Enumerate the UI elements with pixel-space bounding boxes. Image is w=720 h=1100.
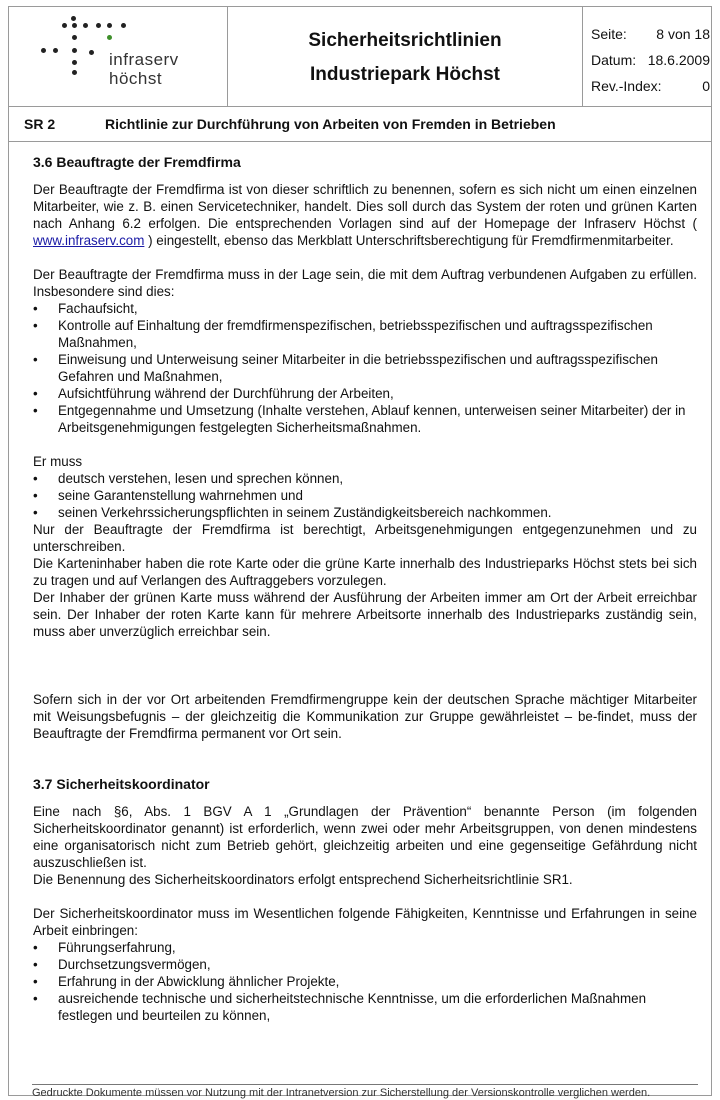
list-item: • Durchsetzungsvermögen, — [33, 956, 697, 973]
logo-dot — [72, 60, 77, 65]
logo-dot — [62, 23, 67, 28]
logo-dot — [71, 16, 76, 21]
guideline-code: SR 2 — [24, 116, 56, 132]
meta-revision-value: 0 — [702, 78, 710, 94]
document-meta — [583, 6, 712, 106]
guideline-title: Richtlinie zur Durchführung von Arbeiten von Fremden in Betrieben — [105, 116, 556, 132]
document-subtitle: Industriepark Höchst — [309, 64, 501, 85]
document-title-block — [228, 6, 583, 106]
bullet-list — [33, 939, 697, 1024]
paragraph — [33, 181, 697, 249]
document-body — [33, 154, 697, 1024]
meta-page-label: Seite: — [591, 26, 627, 42]
list-item: • seinen Verkehrssicherungspflichten in seinem Zuständigkeitsbereich nachkommen. — [33, 504, 697, 521]
infraserv-link[interactable]: www.infraserv.com — [33, 233, 145, 248]
paragraph: Er muss — [33, 454, 83, 469]
logo-dot — [89, 50, 94, 55]
bullet-list — [33, 470, 697, 521]
paragraph: Der Sicherheitskoordinator muss im Wesentlichen folgende Fähigkeiten, Kenntnisse und Erfahrungen in seine Arbeit einbringen: — [33, 906, 697, 938]
meta-revision-label: Rev.-Index: — [591, 78, 662, 94]
paragraph: Der Beauftragte der Fremdfirma muss in der Lage sein, die mit dem Auftrag verbundenen Aufgaben zu erfüllen. Insbesondere sind dies: — [33, 267, 697, 299]
list-item: • Entgegennahme und Umsetzung (Inhalte verstehen, Ablauf kennen, unterweisen seiner Mitarbeiter) der in Arbeitsgenehmigungen festgelegten Sicherheitsmaßnahmen. — [33, 402, 697, 436]
paragraph: Eine nach §6, Abs. 1 BGV A 1 „Grundlagen der Prävention“ benannte Person (im folgenden Sicherheitskoordinator genannt) ist erforderlich, wenn zwei oder mehr Arbeitsgruppen, von denen mindestens eine organisatorisch nicht zum Betrieb gehört, gleichzeitig arbeiten und eine gegenseitige Gefährdung nicht auszuschließen ist. — [33, 804, 697, 870]
logo-dot — [107, 23, 112, 28]
paragraph: Die Karteninhaber haben die rote Karte oder die grüne Karte innerhalb des Industrieparks Höchst stets bei sich zu tragen und auf Verlangen des Auftraggebers vorzulegen. — [33, 556, 697, 588]
meta-page — [583, 26, 712, 52]
document-title: Sicherheitsrichtlinien — [308, 30, 502, 51]
logo-dot — [121, 23, 126, 28]
logo-dot — [72, 48, 77, 53]
meta-date-value: 18.6.2009 — [647, 52, 710, 68]
document-header — [8, 6, 712, 106]
company-logo — [8, 6, 228, 106]
meta-date-label: Datum: — [591, 52, 637, 68]
logo-dot — [72, 70, 77, 75]
logo-dot — [53, 48, 58, 53]
list-item: • Fachaufsicht, — [33, 300, 697, 317]
paragraph: Der Inhaber der grünen Karte muss während der Ausführung der Arbeiten immer am Ort der Arbeit erreichbar sein. Der Inhaber der roten Karte kann für mehrere Arbeitsorte innerhalb des Industrieparks zuständig sein, muss aber unverzüglich erreichbar sein. — [33, 590, 697, 639]
logo-text-hoechst: höchst — [109, 69, 163, 88]
logo-dot — [41, 48, 46, 53]
paragraph: Sofern sich in der vor Ort arbeitenden Fremdfirmengruppe kein der deutschen Sprache mächtiger Mitarbeiter mit Weisungsbefugnis – der gleichzeitig die Kommunikation zur Gruppe gewährleistet – be-findet, muss der Beauftragte der Fremdfirma permanent vor Ort sein. — [33, 692, 697, 741]
page-footer: Gedruckte Dokumente müssen vor Nutzung mit der Intranetversion zur Sicherstellung der Versionskontrolle verglichen werden. — [32, 1084, 698, 1099]
paragraph: Die Benennung des Sicherheitskoordinators erfolgt entsprechend Sicherheitsrichtlinie SR1. — [33, 872, 573, 887]
logo-dot — [72, 35, 77, 40]
meta-date — [583, 52, 712, 78]
paragraph-text: ) eingestellt, ebenso das Merkblatt Unterschriftsberechtigung für Fremdfirmenmitarbeiter. — [144, 233, 674, 248]
list-item: • ausreichende technische und sicherheitstechnische Kenntnisse, um die erforderlichen Maßnahmen festlegen und beurteilen zu können, — [33, 990, 697, 1024]
list-item: • Kontrolle auf Einhaltung der fremdfirmenspezifischen, betriebsspezifischen und auftragsspezifischen Maßnahmen, — [33, 317, 697, 351]
list-item: • Einweisung und Unterweisung seiner Mitarbeiter in die betriebsspezifischen und auftragsspezifischen Gefahren und Maßnahmen, — [33, 351, 697, 385]
logo-dot — [107, 35, 112, 40]
logo-text-infraserv: infraserv — [109, 50, 179, 69]
bullet-list — [33, 300, 697, 436]
paragraph: Nur der Beauftragte der Fremdfirma ist berechtigt, Arbeitsgenehmigungen entgegenzunehmen und zu unterschreiben. — [33, 522, 697, 554]
paragraph-text: Der Beauftragte der Fremdfirma ist von dieser schriftlich zu benennen, sofern es sich nicht um einen einzelnen Mitarbeiter, wie z. B. einen Servicetechniker, handelt. Dies soll durch das System der roten und grünen Karten nach Anhang 6.2 erfolgen. Die entsprechenden Vorlagen sind auf der Homepage der Infraserv Höchst ( — [33, 182, 697, 231]
logo-dot — [83, 23, 88, 28]
list-item: • Aufsichtführung während der Durchführung der Arbeiten, — [33, 385, 697, 402]
section-heading-3-6: 3.6 Beauftragte der Fremdfirma — [33, 154, 241, 170]
logo-dot — [96, 23, 101, 28]
list-item: • deutsch verstehen, lesen und sprechen können, — [33, 470, 697, 487]
list-item: • Führungserfahrung, — [33, 939, 697, 956]
meta-revision — [583, 78, 712, 104]
list-item: • seine Garantenstellung wahrnehmen und — [33, 487, 697, 504]
logo-dot — [72, 23, 77, 28]
meta-page-value: 8 von 18 — [656, 26, 710, 42]
guideline-bar — [8, 106, 712, 142]
section-heading-3-7: 3.7 Sicherheitskoordinator — [33, 776, 210, 792]
list-item: • Erfahrung in der Abwicklung ähnlicher Projekte, — [33, 973, 697, 990]
